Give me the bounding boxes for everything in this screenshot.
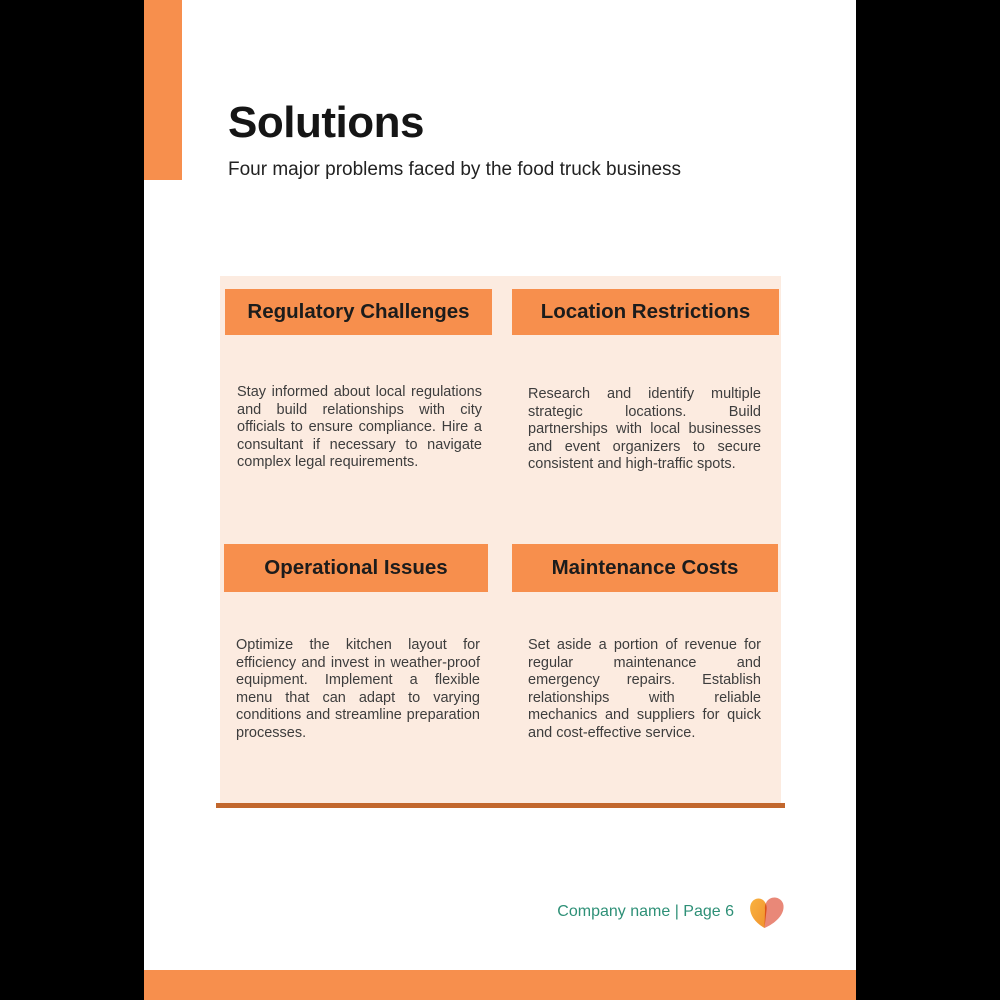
- card-title-label: Regulatory Challenges: [247, 300, 470, 323]
- card-body-maintenance-costs: Set aside a portion of revenue for regular maintenance and emergency repairs. Establish relationships with reliable mechanics and suppliers for quick and cost-effective service.: [528, 637, 761, 741]
- page-title: Solutions: [228, 98, 424, 147]
- card-body-location-restrictions: Research and identify multiple strategic locations. Build partnerships with local businesses and event organizers to secure consistent and high-traffic spots.: [528, 386, 761, 473]
- card-title-label: Location Restrictions: [540, 300, 751, 323]
- heart-petal-left: [750, 898, 767, 928]
- card-title-label: Operational Issues: [264, 556, 448, 579]
- page-subtitle: Four major problems faced by the food truck business: [228, 159, 682, 180]
- card-title-label: Maintenance Costs: [551, 556, 739, 579]
- card-body-operational-issues: Optimize the kitchen layout for efficiency and invest in weather-proof equipment. Implement a flexible menu that can adapt to varying conditions and streamline preparation processes.: [236, 637, 480, 741]
- heart-petal-right: [765, 898, 784, 928]
- footer-company-page-label: Company name | Page 6: [557, 903, 734, 920]
- left-accent-bar: [144, 0, 182, 180]
- card-body-regulatory-challenges: Stay informed about local regulations and build relationships with city officials to ensure compliance. Hire a consultant if necessary to navigate complex legal requirements.: [237, 384, 482, 471]
- panel-underline: [216, 803, 785, 808]
- card-title-operational-issues: [224, 544, 488, 592]
- bottom-accent-bar: [144, 970, 856, 1000]
- heart-logo-icon: [747, 893, 787, 931]
- card-title-location-restrictions: [512, 289, 779, 335]
- document-page: [144, 0, 856, 1000]
- footer: [557, 893, 787, 931]
- solutions-panel: [220, 276, 781, 803]
- card-title-regulatory-challenges: [225, 289, 492, 335]
- card-title-maintenance-costs: [512, 544, 778, 592]
